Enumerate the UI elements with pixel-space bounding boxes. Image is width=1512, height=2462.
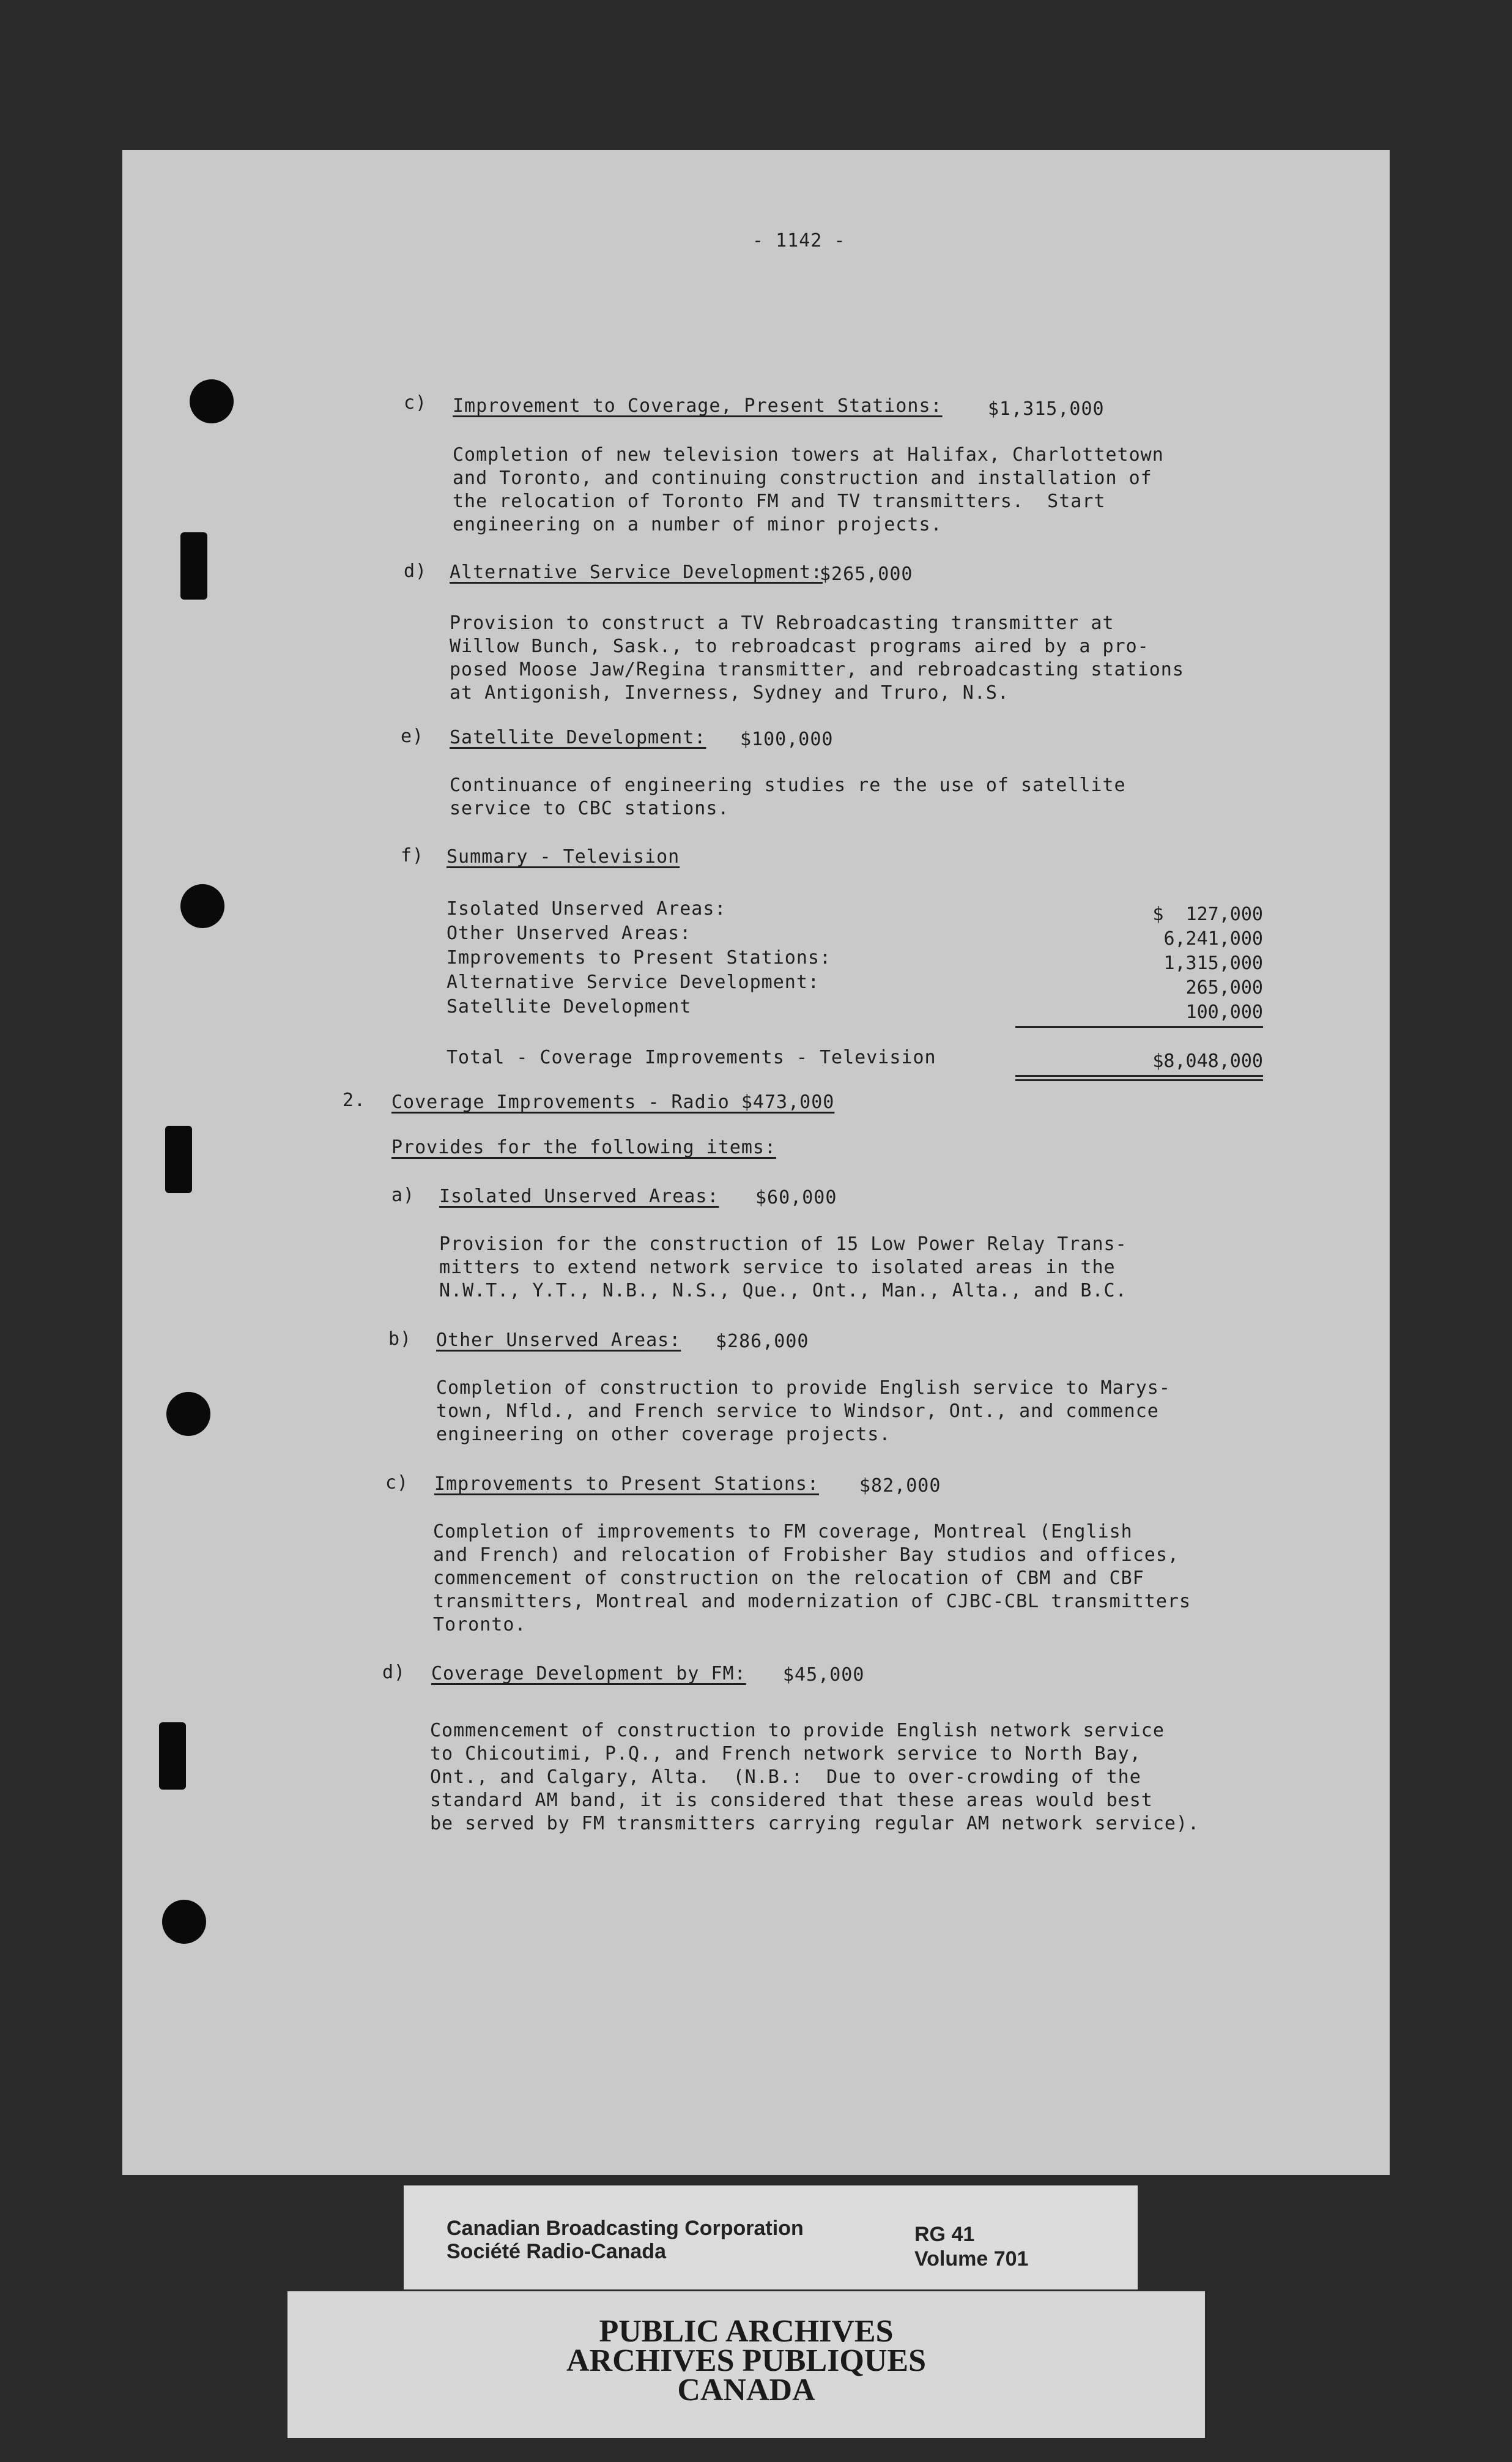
- item-heading: Summary - Television: [447, 846, 680, 868]
- item-letter: d): [382, 1662, 406, 1683]
- volume: Volume 701: [914, 2247, 1029, 2270]
- section-heading: Coverage Improvements - Radio $473,000: [391, 1092, 835, 1113]
- record-group: RG 41: [914, 2223, 975, 2246]
- sum-rule: [1015, 1026, 1263, 1028]
- binder-slot: [159, 1722, 186, 1790]
- stamp-line-3: CANADA: [677, 2373, 815, 2408]
- summary-label: Isolated Unserved Areas:: [447, 898, 727, 920]
- item-letter: a): [391, 1185, 415, 1206]
- document-page: [122, 150, 1390, 2175]
- org-english: Canadian Broadcasting Corporation: [447, 2217, 804, 2240]
- item-letter: d): [404, 560, 428, 582]
- archive-stamp: [287, 2291, 1205, 2438]
- item-amount: $82,000: [859, 1475, 941, 1497]
- archive-reference-label: [404, 2185, 1138, 2289]
- item-letter: f): [401, 845, 424, 866]
- item-body: Commencement of construction to provide English network service to Chicoutimi, P.Q., and French network service to North Bay, Ont., and Calgary, Alta. (N.B.: Due to over-crowding of the standard AM band, it is considered that these areas would best be served by FM transmitters carrying regular AM network service).: [430, 1720, 1200, 1834]
- stamp-line-2: ARCHIVES PUBLIQUES: [566, 2343, 927, 2378]
- summary-label: Satellite Development: [447, 996, 692, 1017]
- item-letter: e): [401, 726, 424, 747]
- total-rule: [1015, 1075, 1263, 1077]
- summary-label: Improvements to Present Stations:: [447, 947, 832, 969]
- summary-label: Alternative Service Development:: [447, 972, 820, 993]
- item-body: Completion of new television towers at Halifax, Charlottetown and Toronto, and continuing construction and installation of the relocation of Toronto FM and TV transmitters. Start engineering on a number of minor projects.: [453, 444, 1164, 535]
- binder-hole: [166, 1392, 210, 1436]
- binder-slot: [180, 532, 207, 600]
- binder-slot: [165, 1126, 192, 1193]
- total-value: $8,048,000: [1152, 1051, 1263, 1072]
- item-heading: Improvements to Present Stations:: [434, 1473, 820, 1495]
- item-heading: Isolated Unserved Areas:: [439, 1186, 719, 1207]
- section-number: 2.: [343, 1090, 366, 1111]
- item-heading: Other Unserved Areas:: [436, 1330, 681, 1351]
- page-number: - 1142 -: [752, 230, 846, 251]
- stamp-line-1: PUBLIC ARCHIVES: [599, 2314, 894, 2349]
- summary-value: 265,000: [1185, 977, 1263, 999]
- summary-value: 6,241,000: [1163, 928, 1263, 950]
- item-body: Completion of construction to provide English service to Marys- town, Nfld., and French service to Windsor, Ont., and commence engineering on other coverage projects.: [436, 1377, 1171, 1445]
- item-amount: $100,000: [740, 729, 834, 750]
- binder-hole: [162, 1900, 206, 1944]
- item-heading: Coverage Development by FM:: [431, 1663, 746, 1684]
- summary-label: Other Unserved Areas:: [447, 923, 692, 944]
- item-amount: $45,000: [783, 1664, 865, 1686]
- item-letter: c): [385, 1472, 409, 1493]
- summary-value: $ 127,000: [1152, 904, 1263, 925]
- item-body: Continuance of engineering studies re the use of satellite service to CBC stations.: [450, 775, 1126, 819]
- item-amount: $60,000: [755, 1187, 837, 1208]
- item-heading: Improvement to Coverage, Present Stations:: [453, 395, 943, 417]
- item-heading: Alternative Service Development:: [450, 562, 823, 583]
- section-intro: Provides for the following items:: [391, 1137, 777, 1158]
- item-amount: $265,000: [820, 563, 913, 585]
- item-heading: Satellite Development:: [450, 727, 706, 748]
- binder-hole: [190, 379, 234, 423]
- item-letter: c): [404, 392, 428, 414]
- binder-hole: [180, 884, 224, 928]
- item-amount: $286,000: [716, 1331, 809, 1352]
- total-rule: [1015, 1079, 1263, 1081]
- item-body: Provision to construct a TV Rebroadcasting transmitter at Willow Bunch, Sask., to rebroadcast programs aired by a pro- posed Moose Jaw/Regina transmitter, and rebroadcasting stations at Antigonish, Inverness, Sydney and Truro, N.S.: [450, 612, 1184, 704]
- item-amount: $1,315,000: [988, 398, 1105, 420]
- org-french: Société Radio-Canada: [447, 2240, 666, 2263]
- summary-value: 1,315,000: [1163, 953, 1263, 974]
- summary-value: 100,000: [1185, 1002, 1263, 1023]
- item-letter: b): [388, 1328, 412, 1350]
- item-body: Provision for the construction of 15 Low Power Relay Trans- mitters to extend network service to isolated areas in the N.W.T., Y.T., N.B., N.S., Que., Ont., Man., Alta., and B.C.: [439, 1233, 1127, 1301]
- total-label: Total - Coverage Improvements - Television: [447, 1047, 936, 1068]
- item-body: Completion of improvements to FM coverage, Montreal (English and French) and relocation of Frobisher Bay studios and offices, commencement of construction on the relocation of CBM and CBF transmitters, Montreal and modernization of CJBC-CBL transmitters Toronto.: [433, 1521, 1191, 1635]
